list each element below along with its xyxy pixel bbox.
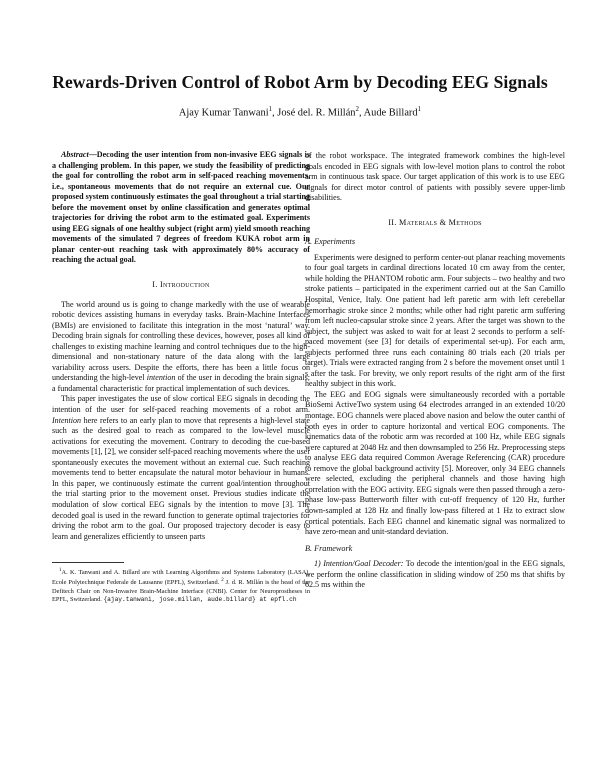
footnote-rule — [52, 562, 124, 563]
left-column — [52, 150, 310, 604]
paragraph-text: here refers to an early plan to move that represents a high-level state such as the desired goal to reach as compared to the low-level muscle activations for executing the movement. Contrary to decoding the cue-based movements [1], [2], we consider self-paced reaching movements where the user spontaneously executes the movement without an external cue. Such reaching movements tend to better encapsulate the natural motor behaviour in humans. In this paper, we continuously estimate the current goal/intention throughout the trial starting prior to the movement onset. Previous studies indicate the modulation of slow cortical EEG signals by the intention to move [3]. The decoded goal is used in the reward function to generate optimal trajectories for driving the robot arm to the goal. Our proposed trajectory decoder is easy to learn and generalizes efficiently to unseen parts — [52, 415, 310, 541]
author-name: Aude Billard — [363, 107, 418, 119]
paragraph-text: The world around us is going to change markedly with the use of wearable robotic devices assisting humans in everyday tasks. Brain-Machine Interfaces (BMIs) are envisioned to facilitate this integration in the most ‘natural’ way. Decoding brain signals for controlling these devices, however, poses all kind of challenges to existing machine learning and control techniques due to the high-dimensional and non-stationary nature of the data along with the large variability across users. Despite the efforts, there has been a little focus on understanding the high-level — [52, 299, 310, 383]
footnote-text: A. K. Tanwani and A. Billard are with Learning Algorithms and Systems Laboratory (LASA), Ecole Polytechnique Federale de Lausanne (EPFL), Switzerland. — [52, 569, 310, 587]
framework-paragraph-1 — [305, 559, 565, 591]
section-title: Introduction — [160, 280, 210, 290]
intro-paragraph-2 — [52, 394, 310, 542]
author-affiliation: 1 — [417, 105, 422, 113]
emphasis-text: Intention — [52, 415, 82, 425]
experiments-paragraph-2: The EEG and EOG signals were simultaneously recorded with a portable BioSemi ActiveTwo system using 64 electrodes arranged in an extended 10/20 montage. EOG channels were placed above nasion and below the outer canthi of both eyes in order to capture horizontal and vertical EOG components. The kinematics data of the robotic arm was recorded at 100 Hz, while EEG signals were captured at 2048 Hz and then downsampled to 256 Hz. Preprocessing steps to analyse EEG data required Common Average Referencing (CAR) procedure to remove the global background activity [5]. Moreover, only 34 EEG channels were selected, excluding the peripheral channels and those having high correlation with the EOG activity. EEG signals were then passed through a zero-phase low-pass Butterworth filter with cut-off frequency of 120 Hz, further down-sampled at 128 Hz and finally low-pass filtered at 1 Hz to extract slow cortical potentials. Each EEG channel and kinematic signal was normalized to have zero-mean and unit-standard deviation. — [305, 389, 565, 537]
abstract-text: Decoding the user intention from non-invasive EEG signals is a challenging problem. In this paper, we study the feasibility of predicting the goal for controlling the robot arm in self-paced reaching movements, i.e., spontaneous movements that do not require an external cue. Our proposed system continuously estimates the goal throughout a trial starting before the movement onset by online classification and generates optimal trajectories for driving the robot arm to the estimated goal. Experiments using EEG signals of one healthy subject (right arm) yield smooth reaching movements of the simulated 7 degrees of freedom KUKA robot arm in planar center-out reaching task with approximately 80% accuracy of reaching the actual goal. — [52, 150, 310, 265]
footnote-text: J. d. R. Millán is the head of the Defitech Chair on Non-Invasive Brain-Machine Interface (CNBI). Center for Neuroprostheses in EPFL, Switzerland. — [52, 579, 310, 603]
author-name: Ajay Kumar Tanwani — [178, 107, 269, 119]
section-number: I. — [152, 280, 161, 290]
subsection-heading-experiments: A. Experiments — [305, 237, 356, 247]
section-number: II. — [388, 217, 399, 227]
footnote-emails[interactable]: {ajay.tanwani, jose.millan, aude.billard} at epfl.ch — [103, 595, 297, 603]
footnote-mark: 1 — [59, 568, 62, 574]
author-separator: , — [359, 107, 364, 119]
experiments-paragraph-1: Experiments were designed to perform center-out planar reaching movements to four goal targets in cardinal directions located 10 cm away from the center, while holding the PHANTOM robotic arm. Four subjects – two healthy and two stroke patients – participated in the experiment carried out at the San Camillo Hospital, Venice, Italy. One patient had left paretic arm with left cerebellar hemorrhagic stroke since 2 months; while other had right paretic arm suffering from left nucleo-capsular stroke since 2 years. After the target was shown to the subject, the subject was asked to wait for at least 2 seconds to perform a self-paced movement (see [3] for details of experimental set-up). For each arm, subjects performed three runs each containing 80 trials each (20 trials per target). Trials were extracted ranging from 2 s before the movement onset until 1 s after the task. For brevity, we only report results of the right arm of the first healthy subject in this work. — [305, 252, 565, 389]
abstract — [52, 150, 310, 266]
abstract-lead: Abstract — [61, 150, 89, 159]
section-title: Materials & Methods — [399, 217, 482, 227]
paragraph-text: To decode the intention/goal in the EEG signals, we perform the online classification in sliding window of 250 ms that shifts by 62.5 ms within the — [305, 559, 565, 590]
author-separator: , — [272, 107, 278, 119]
section-heading-materials-methods — [305, 218, 565, 229]
right-column — [305, 151, 565, 591]
abstract-dash: — — [88, 150, 97, 159]
emphasis-text: intention — [146, 373, 176, 383]
intro-paragraph-1 — [52, 300, 310, 395]
footnote — [52, 567, 310, 604]
paper-title: Rewards-Driven Control of Robot Arm by Decoding EEG Signals — [52, 72, 548, 92]
intro-paragraph-continued: of the robot workspace. The integrated framework combines the high-level goals encoded in EEG signals with low-level motion plans to control the robot arm in continuous task space. Our target application of this work is to use EEG signals for direct motor control of patients with possibly severe upper-limb disabilities. — [305, 151, 565, 203]
section-heading-introduction — [52, 280, 310, 291]
subsection-heading-framework: B. Framework — [305, 543, 353, 553]
paragraph-lead: 1) Intention/Goal Decoder: — [314, 559, 404, 569]
footnote-mark: 2 — [221, 578, 224, 584]
author-name: José del. R. Millán — [277, 107, 356, 119]
paragraph-text: of the user in decoding the brain signals; a fundamental characteristic for practical implementation of such devices. — [52, 373, 310, 393]
author-affiliation: 1 — [268, 105, 273, 113]
author-affiliation: 2 — [355, 105, 359, 113]
author-list — [40, 105, 560, 118]
paragraph-text: This paper investigates the use of slow cortical EEG signals in decoding the intention of the user for self-paced reaching movements of a robot arm. — [52, 394, 310, 415]
